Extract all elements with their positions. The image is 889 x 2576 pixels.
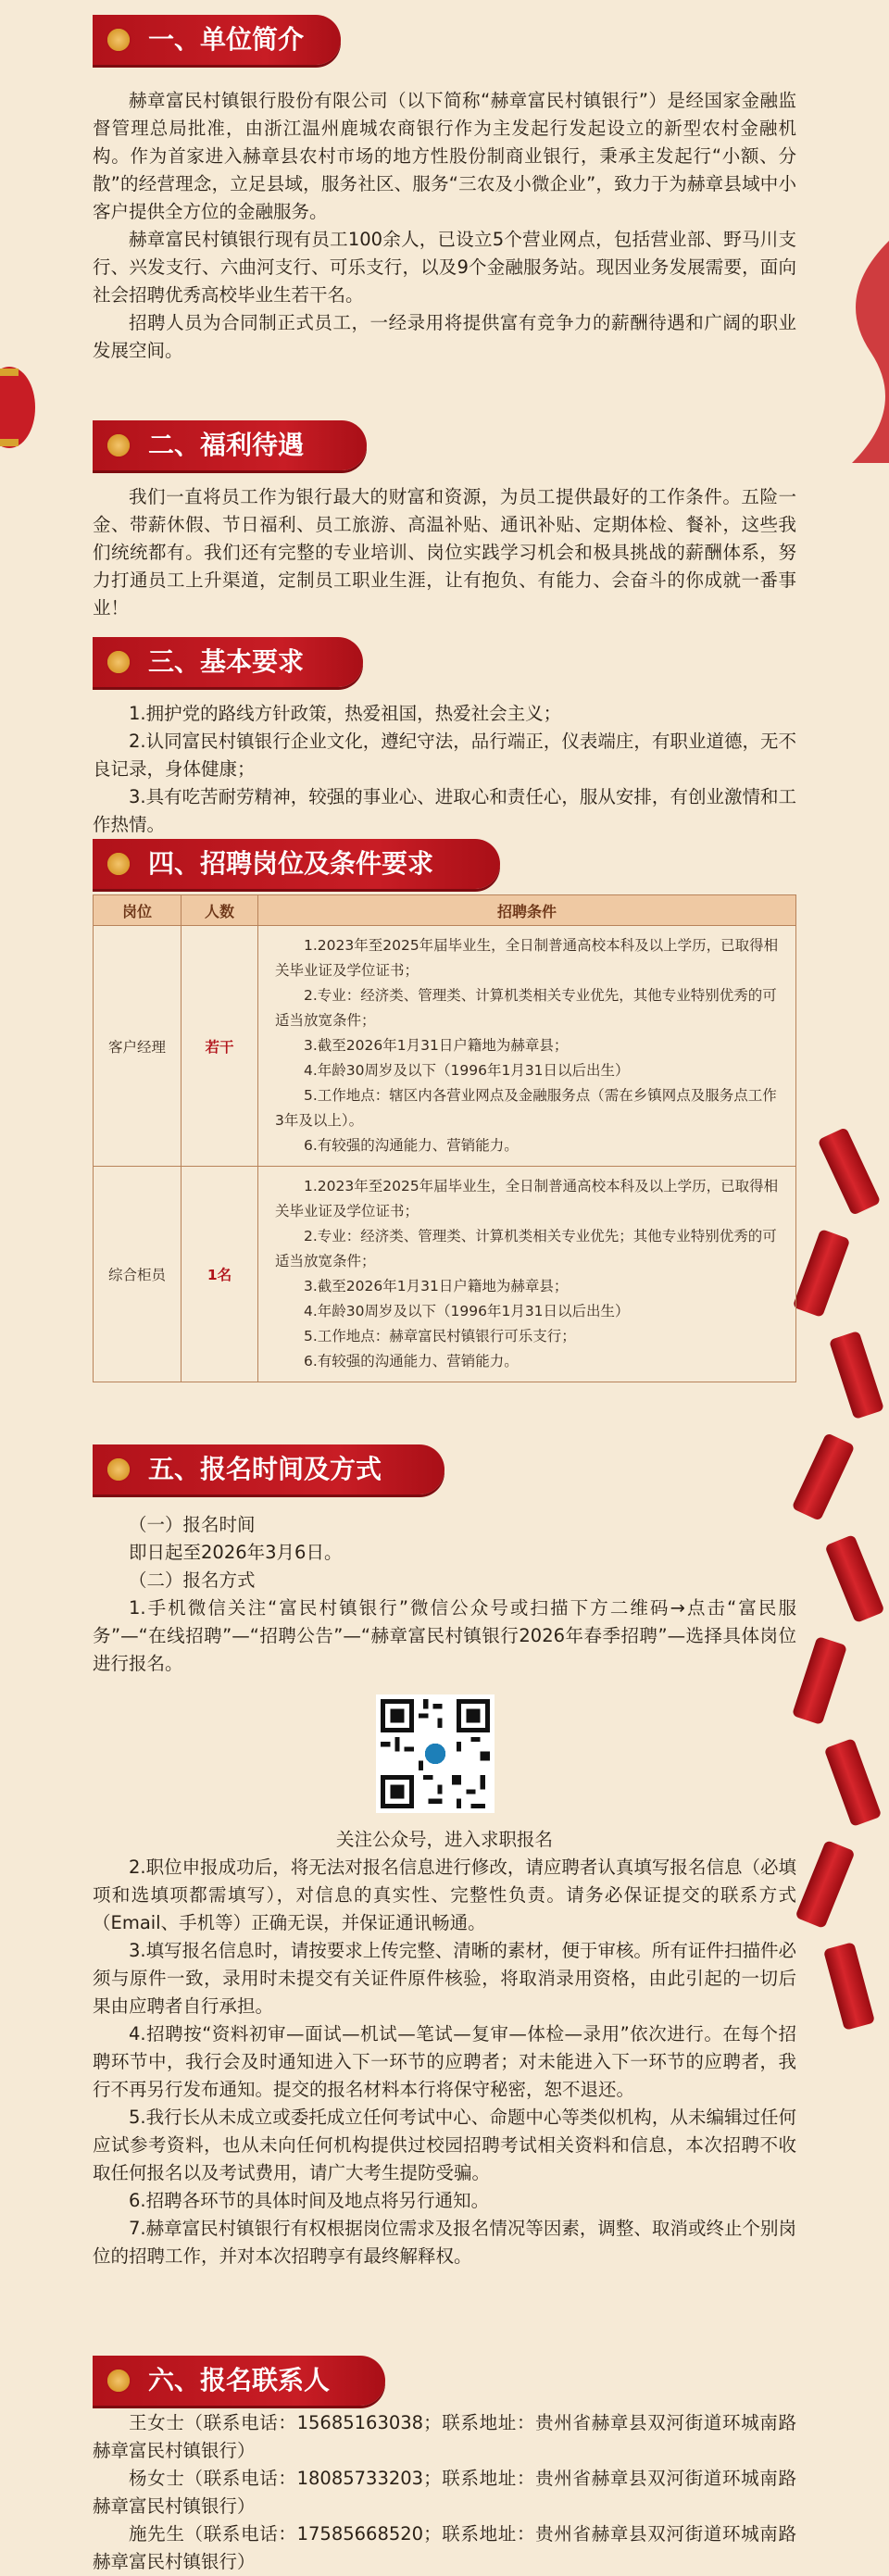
condition-item: 6.有较强的沟通能力、营销能力。 (304, 1353, 519, 1369)
requirement-item: 2.认同富民村镇银行企业文化，遵纪守法，品行端正，仪表端庄，有职业道德，无不良记录，身体健康； (93, 731, 796, 780)
section-title-positions: 四、招聘岗位及条件要求 (93, 839, 500, 889)
condition-item: 4.年龄30周岁及以下（1996年1月31日以后出生） (304, 1303, 630, 1319)
post-conditions (258, 926, 796, 1167)
table-header-row (94, 895, 796, 926)
qr-code[interactable] (376, 1694, 495, 1813)
qr-caption: 关注公众号，进入求职报名 (335, 1829, 553, 1850)
section-title-registration: 五、报名时间及方式 (93, 1444, 444, 1494)
benefits-paragraph: 我们一直将员工作为银行最大的财富和资源，为员工提供最好的工作条件。五险一金、带薪休假、节日福利、员工旅游、高温补贴、通讯补贴、定期体检、餐补，这些我们统统都有。我们还有完整的专业培训、岗位实践学习机会和极具挑战的薪酬体系，努力打通员工上升渠道，定制员工职业生涯，让有抱负、有能力、会奋斗的你成就一番事业！ (93, 486, 796, 619)
post-name: 综合柜员 (94, 1167, 182, 1382)
subheading-method: （二）报名方式 (129, 1569, 256, 1591)
condition-item: 2.专业：经济类、管理类、计算机类相关专业优先；其他专业特别优秀的可适当放宽条件； (275, 1228, 777, 1269)
subheading-time: （一）报名时间 (129, 1514, 256, 1535)
post-count: 1名 (182, 1167, 258, 1382)
contacts-body (93, 2409, 796, 2576)
table-row (94, 926, 796, 1167)
lantern-decoration-left (0, 352, 37, 463)
section-title-company-intro: 一、单位简介 (93, 15, 341, 65)
condition-item: 3.截至2026年1月31日户籍地为赫章县； (304, 1278, 569, 1294)
condition-item: 5.工作地点：辖区内各营业网点及金融服务点（需在乡镇网点及服务点工作3年及以上）。 (275, 1087, 777, 1129)
intro-paragraph-2: 赫章富民村镇银行现有员工100余人，已设立5个营业网点，包括营业部、野马川支行、兴发支行、六曲河支行、可乐支行，以及9个金融服务站。现因业务发展需要，面向社会招聘优秀高校毕业生若干名。 (93, 229, 796, 306)
method-step-2: 2.职位申报成功后，将无法对报名信息进行修改，请应聘者认真填写报名信息（必填项和选填项都需填写），对信息的真实性、完整性负责。请务必保证提交的联系方式（Email、手机等）正确无误，并保证通讯畅通。 (93, 1857, 796, 1933)
requirements-body (93, 700, 796, 839)
intro-paragraph-3: 招聘人员为合同制正式员工，一经录用将提供富有竞争力的薪酬待遇和广阔的职业发展空间。 (93, 312, 796, 361)
company-intro-body (93, 87, 796, 365)
post-name: 客户经理 (94, 926, 182, 1167)
method-step-4: 4.招聘按“资料初审—面试—机试—笔试—复审—体检—录用”依次进行。在每个招聘环节中，我行会及时通知进入下一环节的应聘者；对未能进入下一环节的应聘者，我行不再另行发布通知。提交的报名材料本行将保守秘密，恕不退还。 (93, 2023, 796, 2100)
section-title-basic-requirements: 三、基本要求 (93, 637, 363, 687)
requirement-item: 1.拥护党的路线方针政策，热爱祖国，热爱社会主义； (129, 703, 562, 724)
intro-paragraph-1: 赫章富民村镇银行股份有限公司（以下简称“赫章富民村镇银行”）是经国家金融监督管理总局批准，由浙江温州鹿城农商银行作为主发起行发起设立的新型农村金融机构。作为首家进入赫章县农村市场的地方性股份制商业银行，秉承主发起行“小额、分散”的经营理念，立足县域，服务社区、服务“三农及小微企业”，致力于为赫章县域中小客户提供全方位的金融服务。 (93, 90, 796, 222)
condition-item: 1.2023年至2025年届毕业生，全日制普通高校本科及以上学历，已取得相关毕业证及学位证书； (275, 937, 779, 979)
method-step-1: 1.手机微信关注“富民村镇银行”微信公众号或扫描下方二维码→点击“富民服务”—“在线招聘”—“招聘公告”—“赫章富民村镇银行2026年春季招聘”—选择具体岗位进行报名。 (93, 1597, 796, 1674)
condition-item: 3.截至2026年1月31日户籍地为赫章县； (304, 1037, 569, 1054)
benefits-body (93, 483, 796, 622)
post-count: 若干 (182, 926, 258, 1167)
requirement-item: 3.具有吃苦耐劳精神，较强的事业心、进取心和责任心，服从安排，有创业激情和工作热情。 (93, 786, 796, 835)
ribbon-decoration-right (815, 241, 889, 463)
table-row (94, 1167, 796, 1382)
method-step-5: 5.我行长从未成立或委托成立任何考试中心、命题中心等类似机构，从未编辑过任何应试参考资料，也从未向任何机构提供过校园招聘考试相关资料和信息，本次招聘不收取任何报名以及考试费用，请广大考生提防受骗。 (93, 2107, 796, 2183)
registration-top (93, 1511, 796, 1678)
condition-item: 1.2023年至2025年届毕业生，全日制普通高校本科及以上学历，已取得相关毕业证及学位证书； (275, 1178, 779, 1219)
contact-item: 王女士（联系电话：15685163038；联系地址：贵州省赫章县双河街道环城南路赫章富民村镇银行） (93, 2412, 796, 2461)
method-step-3: 3.填写报名信息时，请按要求上传完整、清晰的素材，便于审核。所有证件扫描件必须与原件一致，录用时未提交有关证件原件核验，将取消录用资格，由此引起的一切后果由应聘者自行承担。 (93, 1940, 796, 2017)
condition-item: 5.工作地点：赫章富民村镇银行可乐支行； (304, 1328, 576, 1344)
header-count: 人数 (182, 895, 258, 926)
condition-item: 6.有较强的沟通能力、营销能力。 (304, 1137, 519, 1154)
firecracker-decoration (796, 1130, 889, 2037)
contact-item: 施先生（联系电话：17585668520；联系地址：贵州省赫章县双河街道环城南路赫章富民村镇银行） (93, 2523, 796, 2572)
header-post: 岗位 (94, 895, 182, 926)
method-step-6: 6.招聘各环节的具体时间及地点将另行通知。 (129, 2190, 490, 2211)
condition-item: 2.专业：经济类、管理类、计算机类相关专业优先，其他专业特别优秀的可适当放宽条件； (275, 987, 777, 1029)
condition-item: 4.年龄30周岁及以下（1996年1月31日以后出生） (304, 1062, 630, 1079)
registration-bottom (93, 1826, 796, 2270)
header-conditions: 招聘条件 (258, 895, 796, 926)
post-conditions (258, 1167, 796, 1382)
registration-period: 即日起至2026年3月6日。 (129, 1542, 343, 1563)
contact-item: 杨女士（联系电话：18085733203；联系地址：贵州省赫章县双河街道环城南路赫章富民村镇银行） (93, 2468, 796, 2517)
section-title-contacts: 六、报名联系人 (93, 2356, 385, 2406)
positions-table (93, 894, 796, 1382)
method-step-7: 7.赫章富民村镇银行有权根据岗位需求及报名情况等因素，调整、取消或终止个别岗位的招聘工作，并对本次招聘享有最终解释权。 (93, 2218, 796, 2267)
section-title-benefits: 二、福利待遇 (93, 420, 367, 470)
